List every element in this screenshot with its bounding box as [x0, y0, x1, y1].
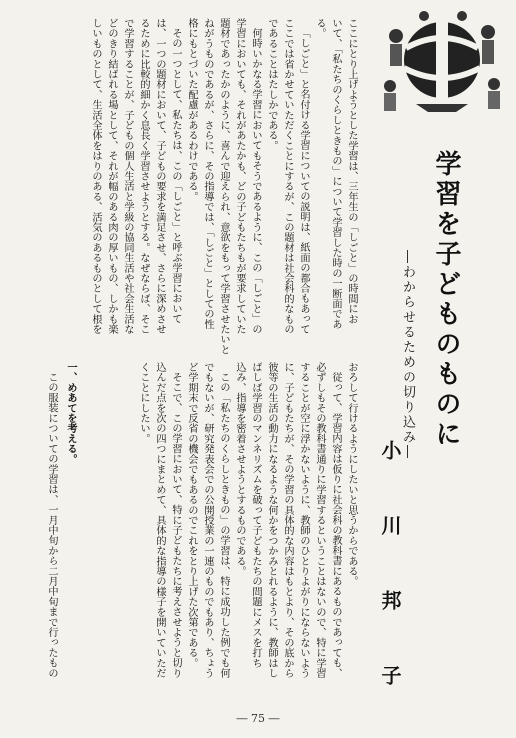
body-line: この「私たちのくらしときもの」の学習は、特に成功した例でも何: [218, 372, 229, 678]
body-line: おろして行けるようにしたいと思うからである。: [346, 362, 357, 587]
section-heading: 一、めあてを考える。: [65, 362, 77, 464]
body-line: る。: [314, 18, 325, 39]
body-line: そこで、この学習において、特に子どもたちに考えさせようと切り: [170, 372, 181, 678]
page-number: ― 75 ―: [236, 712, 280, 725]
body-line: るために比較的細かく息長く学習させようとする。なぜならば、そこ: [138, 18, 149, 335]
body-line: 彼等の生活の動力になるような何かをつかみとれるように、教師はし: [266, 362, 277, 679]
body-line: 込み、指導を密着させようとするものである。: [234, 362, 245, 577]
body-line: に、子どもたちが、その学習の具体的な内容はもとより、その底から: [282, 362, 293, 679]
body-line: 学習においても、それがあたかも、どの子どもたちもが要求していた: [234, 18, 245, 335]
body-line: することが空に浮かないように、教師のひとりよがりにならないよう: [298, 362, 309, 679]
body-line: ねがうものであるが、さらに、その指導では、「しごと」としての性: [202, 18, 213, 330]
body-line: でもないが、研究発表会での公開授業の一連のものでもあり、ちょう: [202, 362, 213, 679]
body-line: 必ずしもその教科書通りに学習するということはないので、特に学習: [314, 362, 325, 679]
body-line: ど学期末で反省の機会でもあるのでこれをとり上げた次第である。: [186, 362, 197, 668]
body-line: 何時いかなる学習においてもそうであるように、この「しごと」の: [250, 28, 261, 334]
body-line: で学習することが、子どもの個人生活と学級の協同生活や社会生活な: [122, 18, 133, 335]
body-line: その一つとして、私たちは、この「しごと」と呼ぶ学習において: [170, 28, 181, 324]
body-line: 込んだ点を次の四つにまとめて、具体的な指導の様子を開いていただ: [154, 362, 165, 679]
body-line: は、一つの題材において、子どもの要求を満足させ、さらに深めさせ: [154, 18, 165, 335]
article-subtitle: ―わからせるための切り込み―: [400, 250, 415, 460]
body-line: しいものとして、生活全体をはりのある、活気のあるものとして根を: [90, 18, 101, 335]
body-line: ここにとり上げようとした学習は、三年生の「しごと」の時間にお: [346, 18, 357, 324]
body-line: ばしば学習のマンネリズムを破って子どもたちの問題にメスを打ち: [250, 362, 261, 668]
children-around-globe-illustration: [376, 8, 510, 118]
body-line: いて、「私たちのくらしときもの」について学習した時の一断面であ: [330, 18, 341, 330]
body-line: 格にもとづいた配慮があるわけである。: [186, 18, 197, 202]
body-line: であることはたしかである。: [266, 18, 277, 151]
body-line: 題材であったかのように、喜んで迎えられ、意欲をもって学習させたいと: [218, 18, 229, 355]
body-line: ここでは省かせていただくことにするが、この題材は社会科的なもの: [282, 18, 293, 335]
author-name: 小 川 邦 子: [378, 440, 402, 709]
article-title: 学習を子どものものに: [431, 150, 461, 450]
body-line: どのきり結ばれる場として、それが幅のある肉の厚いもの、しかも楽: [106, 18, 117, 335]
body-line: くことにしたい。: [138, 362, 149, 444]
body-line: この服装についての学習は、一月中旬から二月中旬まで行ったもの: [46, 372, 57, 678]
body-line: 従って、学習内容は仮りに社会科の教科書にあるものであっても、: [330, 372, 341, 678]
body-line: 「しごと」と名付ける学習についての説明は、紙面の都合もあって: [298, 28, 309, 334]
